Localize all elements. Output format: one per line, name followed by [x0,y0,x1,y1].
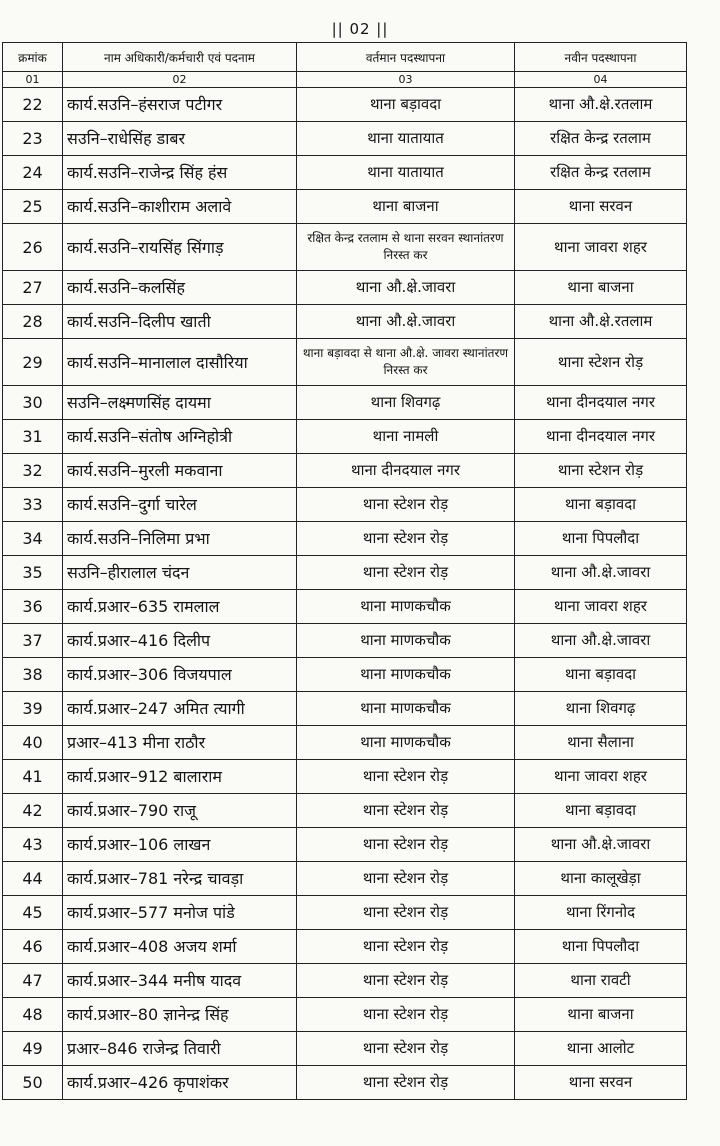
name-cell: कार्य.प्रआर–106 लाखन [63,828,297,862]
table-row [3,794,687,828]
serial-cell: 35 [3,556,63,590]
table-row [3,964,687,998]
table-row [3,488,687,522]
page-number: || 02 || [331,20,389,38]
current-posting-cell: थाना माणकचौक [297,726,515,760]
new-posting-cell: थाना सरवन [515,190,687,224]
table-row [3,556,687,590]
name-cell: कार्य.सउनि–मानालाल दासौरिया [63,339,297,386]
current-posting-cell: थाना यातायात [297,156,515,190]
header-serial: क्रमांक [3,43,63,72]
table-row [3,156,687,190]
new-posting-cell: थाना स्टेशन रोड़ [515,454,687,488]
serial-cell: 36 [3,590,63,624]
name-cell: सउनि–लक्ष्मणसिंह दायमा [63,386,297,420]
header-new-posting: नवीन पदस्थापना [515,43,687,72]
table-row [3,271,687,305]
current-posting-cell: थाना स्टेशन रोड़ [297,522,515,556]
name-cell: कार्य.प्रआर–426 कृपाशंकर [63,1066,297,1100]
name-cell: कार्य.सउनि–मुरली मकवाना [63,454,297,488]
serial-cell: 39 [3,692,63,726]
serial-cell: 31 [3,420,63,454]
current-posting-cell: थाना माणकचौक [297,624,515,658]
new-posting-cell: थाना स्टेशन रोड़ [515,339,687,386]
current-posting-cell: थाना औ.क्षे.जावरा [297,271,515,305]
table-row [3,828,687,862]
current-posting-cell: थाना स्टेशन रोड़ [297,794,515,828]
column-number: 04 [515,72,687,88]
new-posting-cell: थाना जावरा शहर [515,224,687,271]
new-posting-cell: थाना सरवन [515,1066,687,1100]
name-cell: प्रआर–846 राजेन्द्र तिवारी [63,1032,297,1066]
table-row [3,305,687,339]
current-posting-cell: थाना स्टेशन रोड़ [297,930,515,964]
name-cell: कार्य.सउनि–दिलीप खाती [63,305,297,339]
name-cell: कार्य.प्रआर–408 अजय शर्मा [63,930,297,964]
current-posting-cell: रक्षित केन्द्र रतलाम से थाना सरवन स्थानांतरण निरस्त कर [297,224,515,271]
column-number-row [3,72,687,88]
name-cell: कार्य.सउनि–निलिमा प्रभा [63,522,297,556]
current-posting-cell: थाना स्टेशन रोड़ [297,556,515,590]
name-cell: कार्य.सउनि–हंसराज पटीगर [63,88,297,122]
current-posting-cell: थाना माणकचौक [297,692,515,726]
table-row [3,862,687,896]
serial-cell: 38 [3,658,63,692]
new-posting-cell: थाना बाजना [515,998,687,1032]
current-posting-cell: थाना स्टेशन रोड़ [297,760,515,794]
current-posting-cell: थाना दीनदयाल नगर [297,454,515,488]
table-row [3,624,687,658]
serial-cell: 41 [3,760,63,794]
new-posting-cell: थाना औ.क्षे.रतलाम [515,305,687,339]
serial-cell: 45 [3,896,63,930]
table-row [3,190,687,224]
new-posting-cell: थाना रिंगनोद [515,896,687,930]
current-posting-cell: थाना स्टेशन रोड़ [297,896,515,930]
name-cell: कार्य.प्रआर–80 ज्ञानेन्द्र सिंह [63,998,297,1032]
current-posting-cell: थाना माणकचौक [297,658,515,692]
name-cell: कार्य.प्रआर–577 मनोज पांडे [63,896,297,930]
new-posting-cell: थाना सैलाना [515,726,687,760]
name-cell: कार्य.प्रआर–635 रामलाल [63,590,297,624]
table-row [3,224,687,271]
serial-cell: 46 [3,930,63,964]
name-cell: कार्य.सउनि–राजेन्द्र सिंह हंस [63,156,297,190]
serial-cell: 29 [3,339,63,386]
table-row [3,1032,687,1066]
new-posting-cell: थाना जावरा शहर [515,590,687,624]
name-cell: कार्य.सउनि–रायसिंह सिंगाड़ [63,224,297,271]
current-posting-cell: थाना शिवगढ़ [297,386,515,420]
column-number: 01 [3,72,63,88]
new-posting-cell: थाना शिवगढ़ [515,692,687,726]
new-posting-cell: थाना औ.क्षे.रतलाम [515,88,687,122]
table-row [3,896,687,930]
name-cell: कार्य.प्रआर–306 विजयपाल [63,658,297,692]
new-posting-cell: थाना रावटी [515,964,687,998]
table-row [3,88,687,122]
new-posting-cell: थाना दीनदयाल नगर [515,386,687,420]
current-posting-cell: थाना स्टेशन रोड़ [297,964,515,998]
current-posting-cell: थाना स्टेशन रोड़ [297,862,515,896]
current-posting-cell: थाना स्टेशन रोड़ [297,1066,515,1100]
new-posting-cell: थाना बड़ावदा [515,794,687,828]
current-posting-cell: थाना यातायात [297,122,515,156]
new-posting-cell: थाना बड़ावदा [515,488,687,522]
current-posting-cell: थाना औ.क्षे.जावरा [297,305,515,339]
current-posting-cell: थाना बाजना [297,190,515,224]
current-posting-cell: थाना नामली [297,420,515,454]
new-posting-cell: रक्षित केन्द्र रतलाम [515,156,687,190]
table-row [3,1066,687,1100]
current-posting-cell: थाना स्टेशन रोड़ [297,1032,515,1066]
table-row [3,726,687,760]
current-posting-cell: थाना स्टेशन रोड़ [297,998,515,1032]
serial-cell: 22 [3,88,63,122]
table-row [3,692,687,726]
name-cell: कार्य.प्रआर–781 नरेन्द्र चावड़ा [63,862,297,896]
table-row [3,930,687,964]
table-row [3,122,687,156]
serial-cell: 40 [3,726,63,760]
name-cell: कार्य.प्रआर–790 राजू [63,794,297,828]
header-name-designation: नाम अधिकारी/कर्मचारी एवं पदनाम [63,43,297,72]
serial-cell: 23 [3,122,63,156]
new-posting-cell: थाना बड़ावदा [515,658,687,692]
table-row [3,339,687,386]
name-cell: कार्य.प्रआर–912 बालाराम [63,760,297,794]
name-cell: कार्य.सउनि–संतोष अग्निहोत्री [63,420,297,454]
serial-cell: 32 [3,454,63,488]
current-posting-cell: थाना स्टेशन रोड़ [297,488,515,522]
new-posting-cell: थाना औ.क्षे.जावरा [515,624,687,658]
new-posting-cell: थाना कालूखेड़ा [515,862,687,896]
serial-cell: 30 [3,386,63,420]
serial-cell: 44 [3,862,63,896]
serial-cell: 28 [3,305,63,339]
table-row [3,386,687,420]
table-row [3,454,687,488]
new-posting-cell: थाना दीनदयाल नगर [515,420,687,454]
new-posting-cell: थाना जावरा शहर [515,760,687,794]
name-cell: कार्य.प्रआर–247 अमित त्यागी [63,692,297,726]
serial-cell: 25 [3,190,63,224]
new-posting-cell: थाना औ.क्षे.जावरा [515,556,687,590]
name-cell: कार्य.प्रआर–344 मनीष यादव [63,964,297,998]
current-posting-cell: थाना बड़ावदा से थाना औ.क्षे. जावरा स्थानांतरण निरस्त कर [297,339,515,386]
serial-cell: 42 [3,794,63,828]
current-posting-cell: थाना स्टेशन रोड़ [297,828,515,862]
new-posting-cell: थाना पिपलौदा [515,522,687,556]
header-row [3,43,687,72]
current-posting-cell: थाना माणकचौक [297,590,515,624]
current-posting-cell: थाना बड़ावदा [297,88,515,122]
name-cell: कार्य.सउनि–कलसिंह [63,271,297,305]
name-cell: सउनि–हीरालाल चंदन [63,556,297,590]
serial-cell: 26 [3,224,63,271]
serial-cell: 33 [3,488,63,522]
serial-cell: 34 [3,522,63,556]
name-cell: सउनि–राधेसिंह डाबर [63,122,297,156]
new-posting-cell: थाना पिपलौदा [515,930,687,964]
serial-cell: 43 [3,828,63,862]
serial-cell: 27 [3,271,63,305]
name-cell: कार्य.सउनि–काशीराम अलावे [63,190,297,224]
column-number: 03 [297,72,515,88]
column-number: 02 [63,72,297,88]
table-row [3,590,687,624]
table-row [3,658,687,692]
table-row [3,760,687,794]
new-posting-cell: रक्षित केन्द्र रतलाम [515,122,687,156]
serial-cell: 24 [3,156,63,190]
serial-cell: 37 [3,624,63,658]
name-cell: प्रआर–413 मीना राठौर [63,726,297,760]
header-current-posting: वर्तमान पदस्थापना [297,43,515,72]
name-cell: कार्य.प्रआर–416 दिलीप [63,624,297,658]
serial-cell: 48 [3,998,63,1032]
name-cell: कार्य.सउनि–दुर्गा चारेल [63,488,297,522]
new-posting-cell: थाना बाजना [515,271,687,305]
serial-cell: 50 [3,1066,63,1100]
transfer-table [2,42,687,1100]
serial-cell: 47 [3,964,63,998]
new-posting-cell: थाना आलोट [515,1032,687,1066]
table-row [3,998,687,1032]
new-posting-cell: थाना औ.क्षे.जावरा [515,828,687,862]
table-row [3,420,687,454]
table-row [3,522,687,556]
serial-cell: 49 [3,1032,63,1066]
